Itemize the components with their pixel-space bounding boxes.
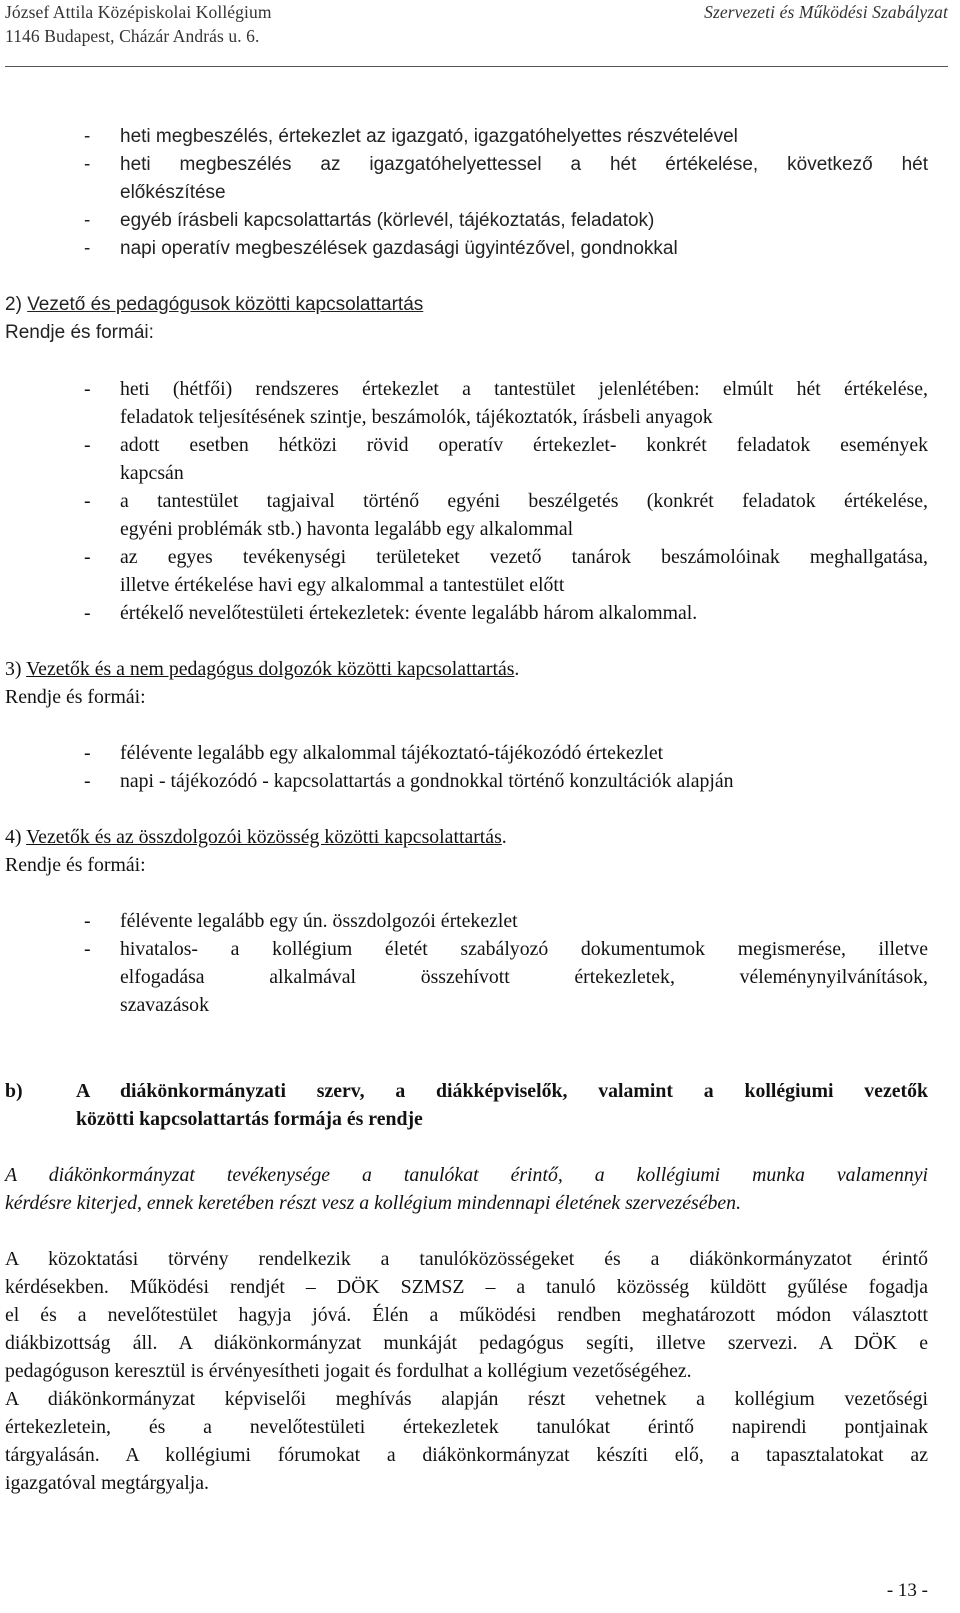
section-3-line: napi - tájékozódó - kapcsolattartás a gondnokkal történő konzultációk alapján: [120, 770, 734, 792]
paragraph-line: igazgatóval megtárgyalja.: [5, 1472, 209, 1494]
bullet-dash: -: [84, 378, 91, 400]
bullet-dash: -: [84, 126, 91, 147]
section-2-line: értékelő nevelőtestületi értekezletek: évente legalább három alkalommal.: [120, 602, 698, 624]
paragraph-line: kérdésekben. Működési rendjét – DÖK SZMSZ – a tanuló közösség küldött gyűlése fogadja: [5, 1276, 928, 1298]
section-3-heading: 3) Vezetők és a nem pedagógus dolgozók közötti kapcsolattartás.: [5, 658, 520, 680]
section-2-line: egyéni problémák stb.) havonta legalább egy alkalommal: [120, 518, 574, 540]
section-b-title: A diákönkormányzati szerv, a diákképviselők, valamint a kollégiumi vezetők: [76, 1080, 928, 1102]
intro-bullet: napi operatív megbeszélések gazdasági ügyintézővel, gondnokkal: [120, 238, 678, 259]
bullet-dash: -: [84, 742, 91, 764]
section-4-rendje: Rendje és formái:: [5, 854, 146, 876]
intro-bullet-continuation: előkészítése: [120, 182, 226, 203]
bullet-dash: -: [84, 210, 91, 231]
section-2-heading: [5, 293, 423, 317]
bullet-dash: -: [84, 238, 91, 259]
section-number: 4): [5, 826, 22, 848]
section-2-line: kapcsán: [120, 462, 184, 484]
section-2-line: heti (hétfői) rendszeres értekezlet a tantestület jelenlétében: elmúlt hét értékelése,: [120, 378, 928, 400]
bullet-dash: -: [84, 490, 91, 512]
paragraph-line: diákbizottság áll. A diákönkormányzat munkáját pedagógus segíti, illetve szervezi. A DÖK e: [5, 1332, 928, 1354]
section-title: Vezető és pedagógusok közötti kapcsolattartás: [27, 294, 424, 315]
section-4-line: félévente legalább egy ún. összdolgozói értekezlet: [120, 910, 518, 932]
section-4-line: szavazások: [120, 994, 209, 1016]
bullet-dash: -: [84, 770, 91, 792]
bullet-dash: -: [84, 602, 91, 624]
bullet-dash: -: [84, 910, 91, 932]
paragraph-line: A diákönkormányzat képviselői meghívás alapján részt vehetnek a kollégium vezetőségi: [5, 1388, 928, 1410]
paragraph-line: el és a nevelőtestület hagyja jóvá. Élén a működési rendben meghatározott módon választott: [5, 1304, 928, 1326]
section-number: 3): [5, 658, 22, 680]
paragraph-line: értekezletein, és a nevelőtestületi értekezletek tanulókat érintő napirendi pontjainak: [5, 1416, 928, 1438]
header-org-name: József Attila Középiskolai Kollégium: [5, 2, 272, 22]
section-3-line: félévente legalább egy alkalommal tájékoztató-tájékozódó értekezlet: [120, 742, 664, 764]
section-b-label: b): [5, 1080, 23, 1102]
header-address: 1146 Budapest, Cházár András u. 6.: [5, 26, 260, 46]
section-2-rendje: Rendje és formái:: [5, 322, 154, 343]
section-2-line: illetve értékelése havi egy alkalommal a tantestület előtt: [120, 574, 565, 596]
section-b-italic-line: A diákönkormányzat tevékenysége a tanulókat érintő, a kollégiumi munka valamennyi: [5, 1164, 928, 1186]
section-4-heading: 4) Vezetők és az összdolgozói közösség közötti kapcsolattartás.: [5, 826, 507, 848]
bullet-dash: -: [84, 434, 91, 456]
section-title: Vezetők és a nem pedagógus dolgozók közötti kapcsolattartás: [26, 658, 515, 680]
paragraph-line: tárgyalásán. A kollégiumi fórumokat a diákönkormányzat készíti elő, a tapasztalatokat az: [5, 1444, 928, 1466]
bullet-dash: -: [84, 546, 91, 568]
section-2-line: feladatok teljesítésének szintje, beszámolók, tájékoztatók, írásbeli anyagok: [120, 406, 713, 428]
intro-bullet: egyéb írásbeli kapcsolattartás (körlevél, tájékoztatás, feladatok): [120, 210, 655, 231]
header-divider: [5, 66, 948, 67]
section-3-rendje: Rendje és formái:: [5, 686, 146, 708]
section-b-italic-line: kérdésre kiterjed, ennek keretében részt vesz a kollégium mindennapi életének szervezésében.: [5, 1192, 742, 1214]
paragraph-line: pedagóguson keresztül is érvényesítheti jogait és fordulhat a kollégium vezetőségéhez.: [5, 1360, 692, 1382]
section-number: 2): [5, 294, 22, 315]
section-title: Vezetők és az összdolgozói közösség közötti kapcsolattartás: [26, 826, 502, 848]
intro-bullet: heti megbeszélés az igazgatóhelyettessel a hét értékelése, következő hét: [120, 154, 928, 175]
paragraph-line: A közoktatási törvény rendelkezik a tanulóközösségeket és a diákönkormányzatot érintő: [5, 1248, 928, 1270]
section-2-line: adott esetben hétközi rövid operatív értekezlet- konkrét feladatok események: [120, 434, 928, 456]
section-2-line: a tantestület tagjaival történő egyéni beszélgetés (konkrét feladatok értékelése,: [120, 490, 928, 512]
header-doc-title: Szervezeti és Működési Szabályzat: [704, 2, 948, 22]
section-4-line: hivatalos- a kollégium életét szabályozó dokumentumok megismerése, illetve: [120, 938, 928, 960]
intro-bullet: heti megbeszélés, értekezlet az igazgató, igazgatóhelyettes részvételével: [120, 126, 738, 147]
header-line-1: [5, 2, 948, 23]
section-4-line: elfogadása alkalmával összehívott értekezletek, véleménynyilvánítások,: [120, 966, 928, 988]
bullet-dash: -: [84, 938, 91, 960]
section-b-title: közötti kapcsolattartás formája és rendje: [76, 1108, 423, 1130]
section-2-line: az egyes tevékenységi területeket vezető tanárok beszámolóinak meghallgatása,: [120, 546, 928, 568]
bullet-dash: -: [84, 154, 91, 175]
page-number: - 13 -: [886, 1580, 928, 1601]
